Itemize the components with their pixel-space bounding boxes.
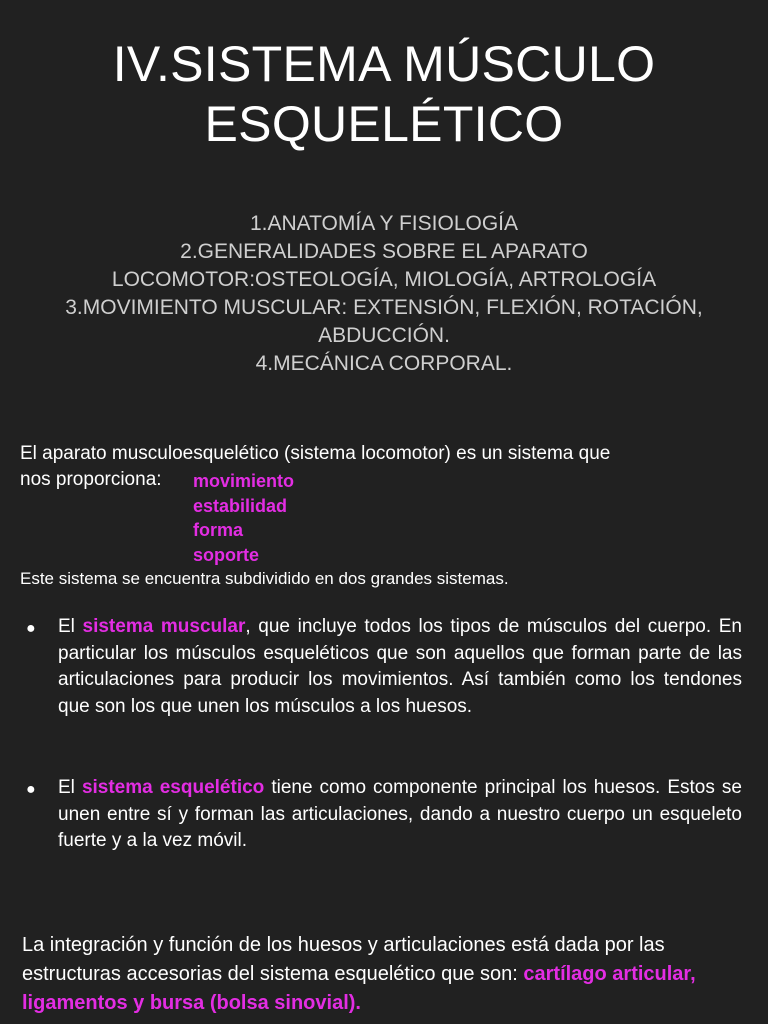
bullet-text	[58, 614, 742, 720]
title-line-1: IV.SISTEMA MÚSCULO	[112, 36, 656, 92]
title-line-2: ESQUELÉTICO	[204, 96, 564, 152]
purpose-item: movimiento	[193, 471, 295, 491]
toc-line: 2.GENERALIDADES SOBRE EL APARATO	[180, 240, 588, 263]
bullet-skeletal-system	[20, 775, 742, 855]
purpose-item: estabilidad	[193, 495, 288, 516]
highlight-term: sistema muscular	[82, 616, 246, 637]
purpose-item: soporte	[193, 544, 260, 565]
bullet-body: tiene como componente principal los huesos. Estos se unen entre sí y forman las articulaciones, dando a nuestro cuerpo un esqueleto fuerte y a la vez móvil.	[58, 777, 742, 852]
toc-line: 1.ANATOMÍA Y FISIOLOGÍA	[249, 212, 519, 235]
highlight-term: sistema esquelético	[81, 777, 265, 798]
page-title	[0, 34, 768, 154]
toc-line: 3.MOVIMIENTO MUSCULAR: EXTENSIÓN, FLEXIÓN, ROTACIÓN,	[65, 296, 703, 319]
purpose-item: forma	[193, 520, 244, 541]
bullet-body: , que incluye todos los tipos de músculos del cuerpo. En particular los músculos esqueléticos que son aquellos que forman parte de las articulaciones para producir los movimientos. Así también como los tendones que son los que unen los músculos a los huesos.	[58, 616, 742, 717]
closing-paragraph	[22, 931, 746, 1018]
bullet-dot: ●	[26, 781, 36, 798]
intro-paragraph-line-2: nos proporciona:	[20, 469, 162, 490]
intro-paragraph-line-1: El aparato musculoesquelético (sistema locomotor) es un sistema que	[20, 443, 611, 464]
purpose-list	[193, 469, 294, 567]
closing-highlight: cartílago articular, ligamentos y bursa (bolsa sinovial).	[22, 963, 696, 1014]
toc-line: LOCOMOTOR:OSTEOLOGÍA, MIOLOGÍA, ARTROLOGÍA	[111, 268, 657, 291]
bullet-prefix: El	[58, 616, 83, 637]
closing-text: La integración y función de los huesos y articulaciones está dada por las estructuras accesorias del sistema esquelético que son:	[22, 934, 665, 985]
subdivision-sentence: Este sistema se encuentra subdividido en dos grandes sistemas.	[20, 569, 509, 588]
toc-line: 4.MECÁNICA CORPORAL.	[255, 352, 513, 375]
bullet-prefix: El	[58, 777, 82, 798]
bullet-dot: ●	[26, 620, 36, 637]
toc-line: ABDUCCIÓN.	[318, 324, 450, 347]
table-of-contents	[14, 210, 754, 378]
bullet-muscular-system	[20, 614, 742, 720]
bullet-text	[58, 775, 742, 855]
